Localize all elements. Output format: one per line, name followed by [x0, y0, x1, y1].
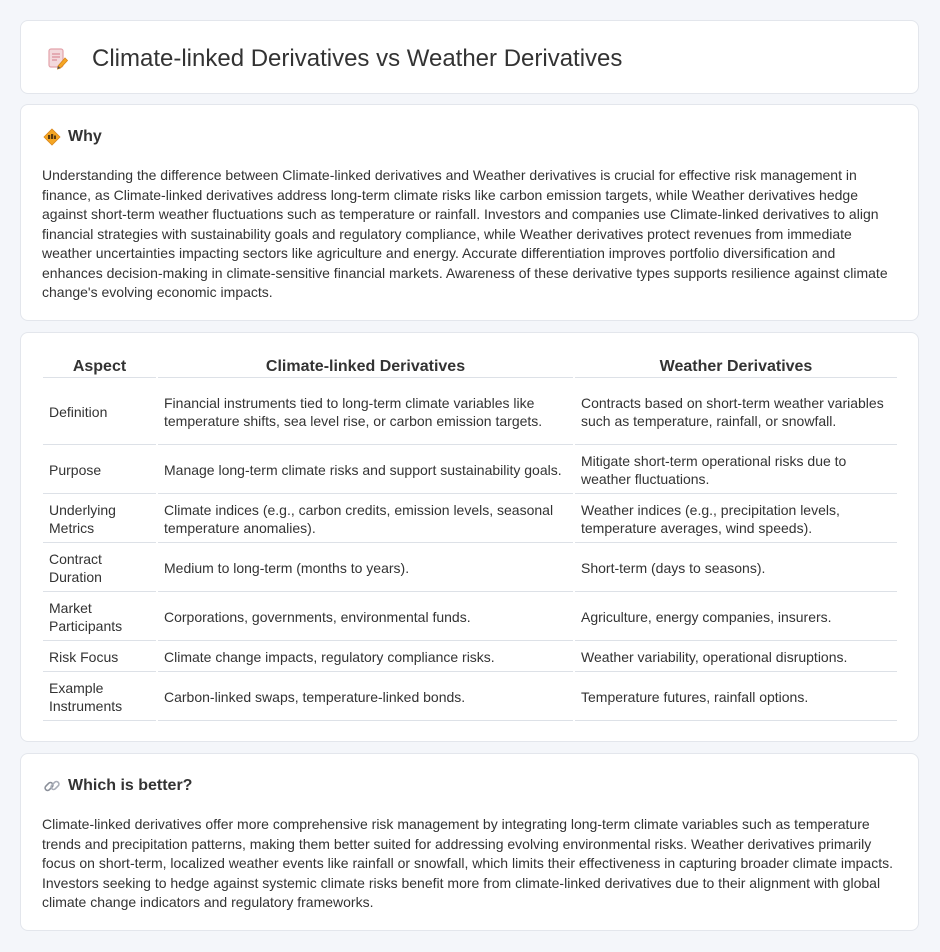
row-weather-value: Temperature futures, rainfall options.: [575, 674, 897, 721]
row-aspect: Risk Focus: [43, 643, 156, 672]
why-title: Why: [68, 128, 102, 145]
page-title: Climate-linked Derivatives vs Weather Derivatives: [92, 45, 623, 72]
comparison-table: [41, 353, 899, 723]
better-heading: [43, 776, 192, 796]
diamond-sign-icon: [43, 128, 61, 146]
table-row: [43, 545, 897, 592]
row-aspect: Purpose: [43, 447, 156, 494]
table-row: [43, 594, 897, 641]
row-climate-value: Manage long-term climate risks and support sustainability goals.: [158, 447, 573, 494]
header-aspect: Aspect: [43, 355, 156, 378]
row-aspect: Market Participants: [43, 594, 156, 641]
table-row: [43, 447, 897, 494]
row-aspect: Underlying Metrics: [43, 496, 156, 543]
why-paragraph: Understanding the difference between Climate-linked derivatives and Weather derivatives is crucial for effective risk management in finance, as Climate-linked derivatives address long-term climate risks like carbon emission targets, while Weather derivatives hedge against short-term weather fluctuations such as temperature or rainfall. Investors and companies use Climate-linked derivatives to align financial strategies with sustainability goals and regulatory compliance, while Weather derivatives protect revenues from immediate weather uncertainties impacting sectors like agriculture and energy. Accurate differentiation improves portfolio diversification and enhances decision-making in climate-sensitive financial markets. Awareness of these derivative types supports resilience against climate change's evolving economic impacts.: [42, 167, 888, 300]
row-climate-value: Medium to long-term (months to years).: [158, 545, 573, 592]
header-weather: Weather Derivatives: [575, 355, 897, 378]
row-weather-value: Contracts based on short-term weather variables such as temperature, rainfall, or snowfall.: [575, 380, 897, 445]
comparison-section: [20, 332, 919, 742]
table-row: [43, 496, 897, 543]
better-title: Which is better?: [68, 777, 193, 794]
why-heading: [43, 127, 102, 147]
row-weather-value: Weather indices (e.g., precipitation levels, temperature averages, wind speeds).: [575, 496, 897, 543]
header-climate: Climate-linked Derivatives: [158, 355, 573, 378]
why-section: [20, 104, 919, 321]
row-climate-value: Corporations, governments, environmental funds.: [158, 594, 573, 641]
row-weather-value: Agriculture, energy companies, insurers.: [575, 594, 897, 641]
row-climate-value: Carbon-linked swaps, temperature-linked bonds.: [158, 674, 573, 721]
row-weather-value: Short-term (days to seasons).: [575, 545, 897, 592]
row-weather-value: Mitigate short-term operational risks due to weather fluctuations.: [575, 447, 897, 494]
table-row: [43, 380, 897, 445]
header-card: [20, 20, 919, 94]
row-aspect: Contract Duration: [43, 545, 156, 592]
table-header-row: [43, 355, 897, 378]
which-is-better-section: [20, 753, 919, 931]
row-climate-value: Financial instruments tied to long-term climate variables like temperature shifts, sea level rise, or carbon emission targets.: [158, 380, 573, 445]
row-weather-value: Weather variability, operational disruptions.: [575, 643, 897, 672]
document-edit-icon: [47, 47, 69, 71]
row-aspect: Definition: [43, 380, 156, 445]
table-row: [43, 674, 897, 721]
better-paragraph: Climate-linked derivatives offer more comprehensive risk management by integrating long-term climate variables such as temperature trends and precipitation patterns, making them better suited for addressing evolving environmental risks. Weather derivatives primarily focus on short-term, localized weather events like rainfall or snowfall, which limits their effectiveness in capturing broader climate impacts. Investors seeking to hedge against systemic climate risks benefit more from climate-linked derivatives due to their alignment with global climate change indicators and regulatory frameworks.: [42, 816, 893, 910]
table-row: [43, 643, 897, 672]
row-climate-value: Climate indices (e.g., carbon credits, emission levels, seasonal temperature anomalies).: [158, 496, 573, 543]
link-icon: [43, 777, 61, 795]
row-climate-value: Climate change impacts, regulatory compliance risks.: [158, 643, 573, 672]
row-aspect: Example Instruments: [43, 674, 156, 721]
